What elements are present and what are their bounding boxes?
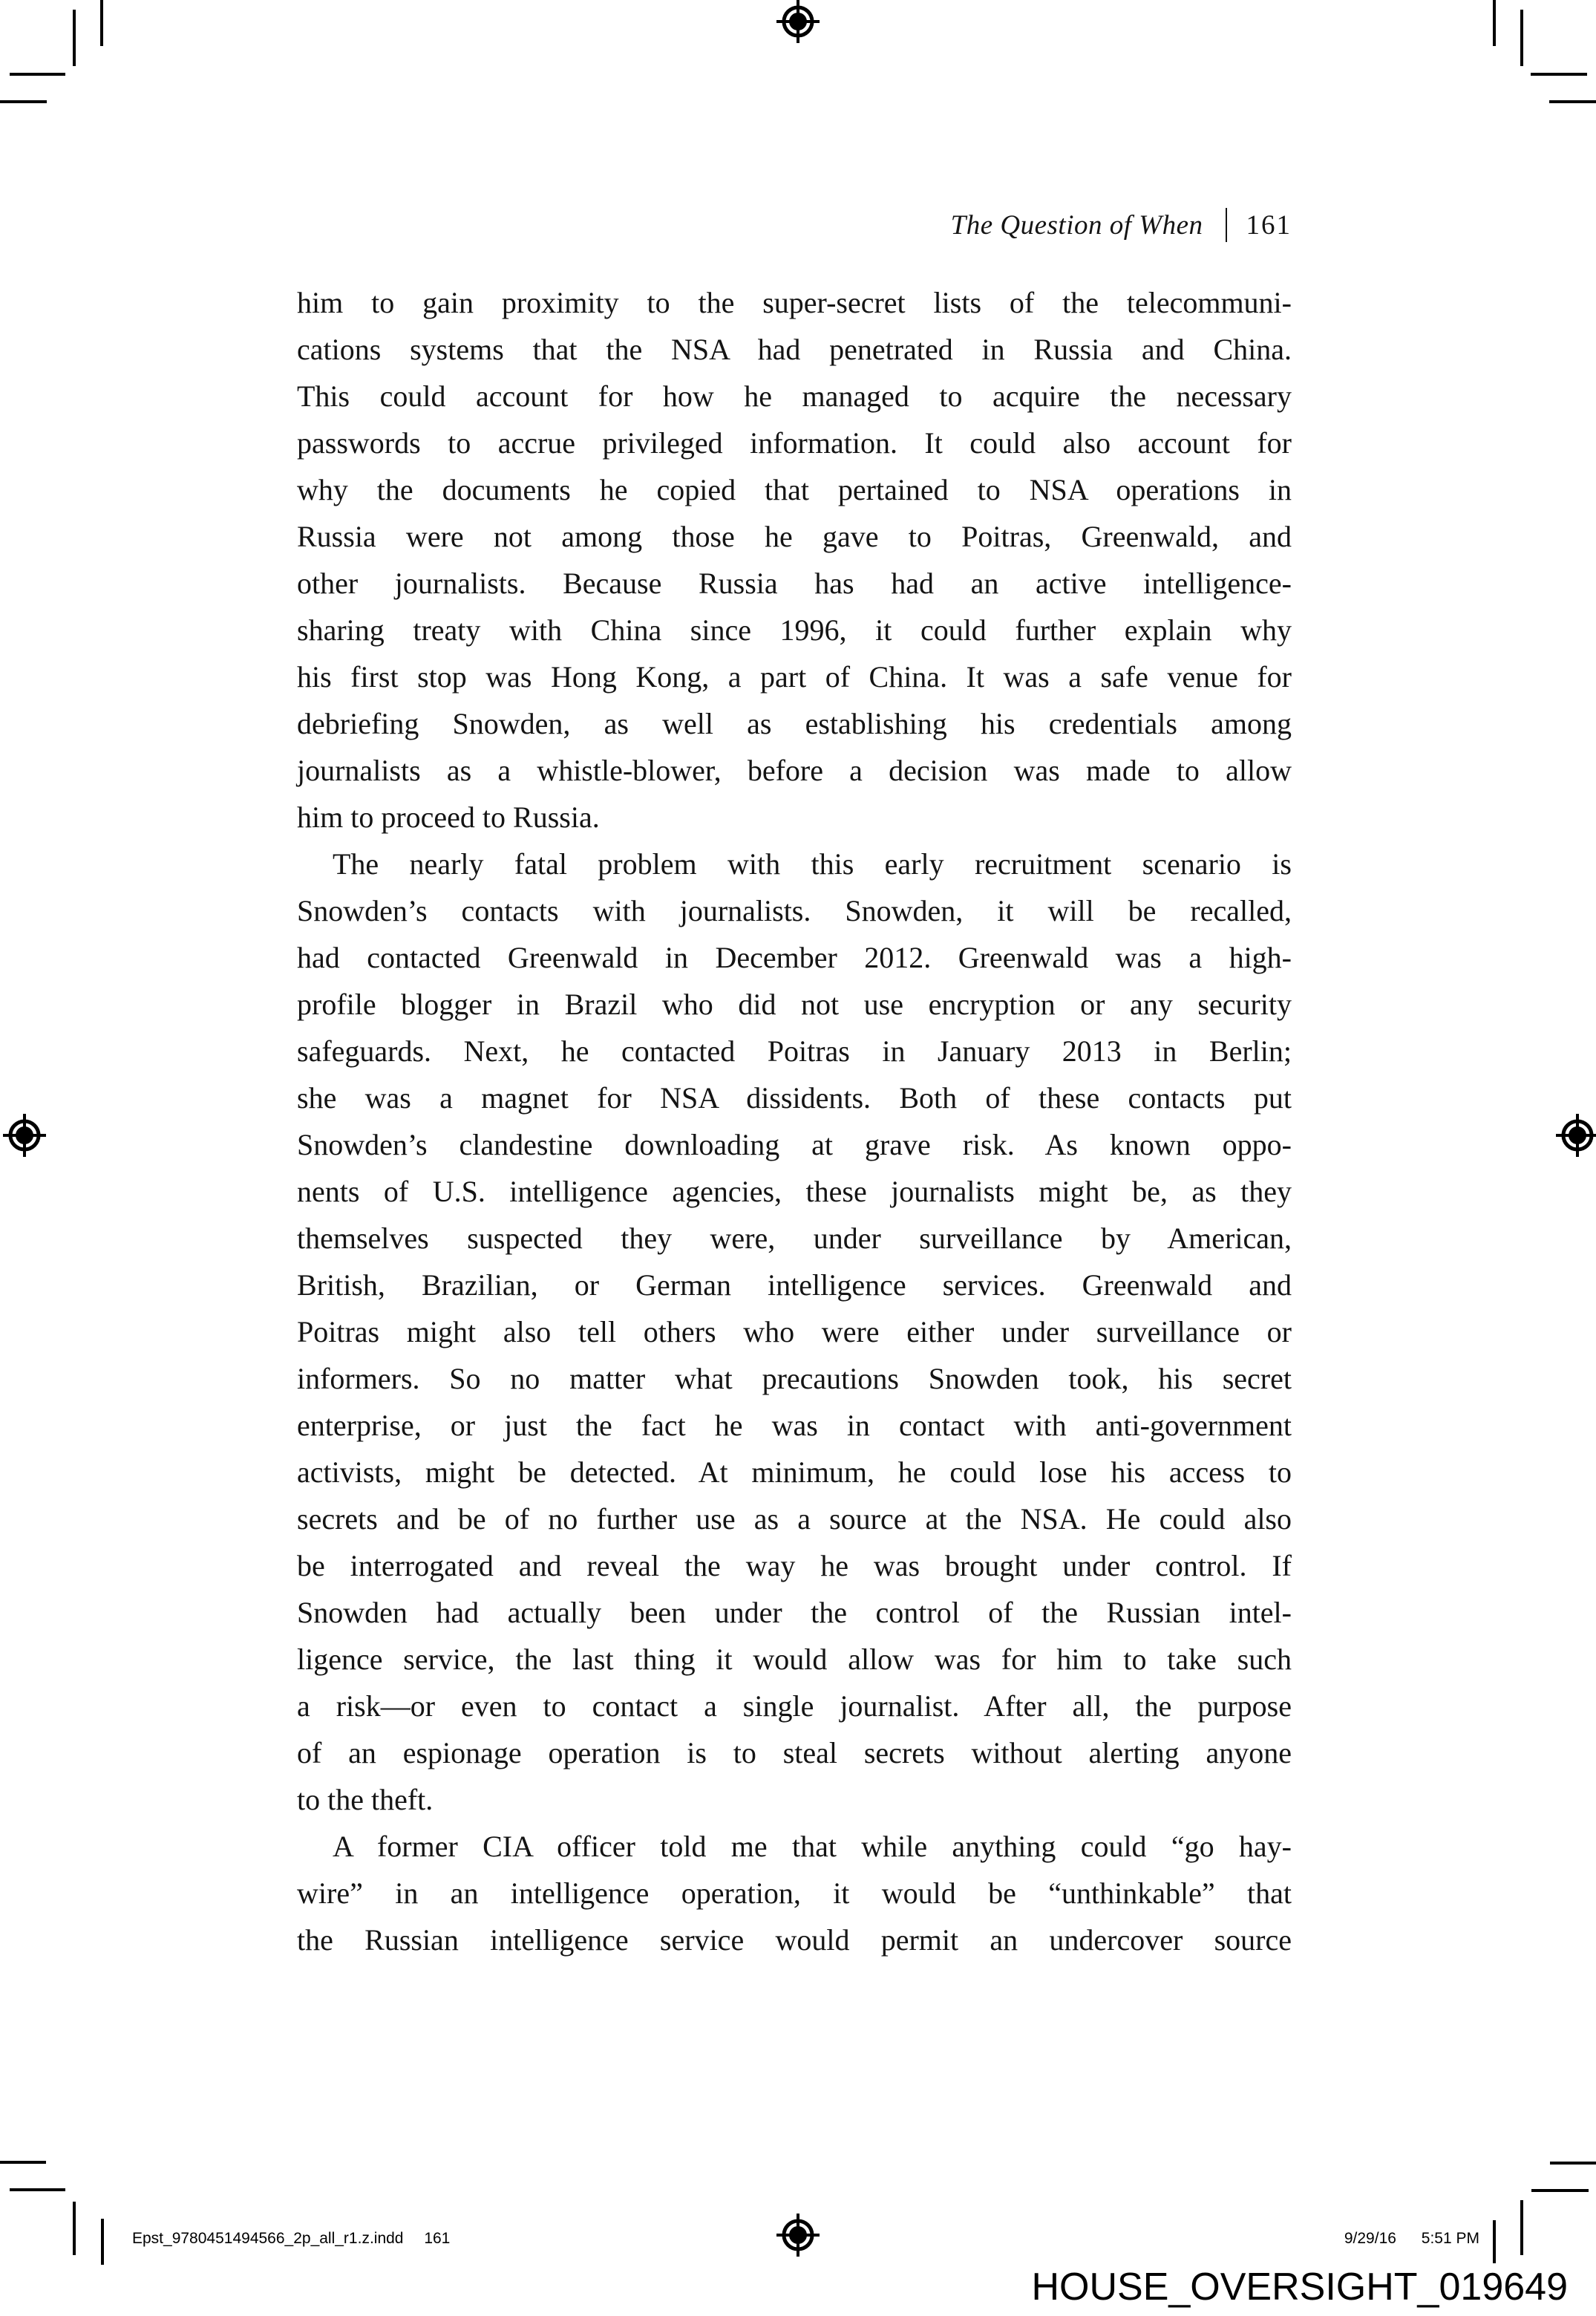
body-line: journalists as a whistle-blower, before a decision was made to allow — [297, 754, 1292, 787]
body-line: informers. So no matter what precautions Snowden took, his secret — [297, 1362, 1292, 1395]
body-line: A former CIA officer told me that while anything could “go hay- — [333, 1830, 1292, 1863]
body-line: other journalists. Because Russia has had an active intelligence- — [297, 567, 1292, 600]
body-line: a risk—or even to contact a single journalist. After all, the purpose — [297, 1689, 1292, 1723]
body-line: be interrogated and reveal the way he was brought under control. If — [297, 1549, 1292, 1582]
crop-mark — [1550, 2162, 1596, 2165]
crop-mark — [0, 100, 47, 103]
body-line: ligence service, the last thing it would allow was for him to take such — [297, 1643, 1292, 1676]
crop-mark — [1493, 0, 1496, 46]
body-line: British, Brazilian, or German intelligence services. Greenwald and — [297, 1268, 1292, 1302]
registration-mark-icon — [1555, 1113, 1596, 1158]
body-line: Snowden’s contacts with journalists. Snowden, it will be recalled, — [297, 894, 1292, 927]
crop-mark — [1520, 10, 1523, 66]
body-line: why the documents he copied that pertained to NSA operations in — [297, 473, 1292, 506]
registration-mark-icon — [2, 1113, 47, 1158]
body-line: cations systems that the NSA had penetrated in Russia and China. — [297, 333, 1292, 366]
chapter-title: The Question of When — [950, 209, 1203, 241]
body-line: secrets and be of no further use as a source at the NSA. He could also — [297, 1502, 1292, 1536]
body-line: Russia were not among those he gave to Poitras, Greenwald, and — [297, 520, 1292, 553]
body-line: she was a magnet for NSA dissidents. Both of these contacts put — [297, 1081, 1292, 1115]
body-line: enterprise, or just the fact he was in contact with anti-government — [297, 1409, 1292, 1442]
body-line: him to proceed to Russia. — [297, 800, 600, 834]
body-line: the Russian intelligence service would permit an undercover source — [297, 1923, 1292, 1957]
body-line: profile blogger in Brazil who did not use encryption or any security — [297, 988, 1292, 1021]
body-line: wire” in an intelligence operation, it would be “unthinkable” that — [297, 1876, 1292, 1910]
body-line: to the theft. — [297, 1783, 434, 1816]
body-line: This could account for how he managed to acquire the necessary — [297, 379, 1292, 413]
body-text — [297, 279, 1292, 1963]
body-line: passwords to accrue privileged information. It could also account for — [297, 426, 1292, 460]
slug-time: 5:51 PM — [1421, 2230, 1479, 2247]
header-divider — [1226, 208, 1227, 242]
crop-mark — [1549, 100, 1596, 103]
body-line: debriefing Snowden, as well as establishing his credentials among — [297, 707, 1292, 740]
bates-stamp: HOUSE_OVERSIGHT_019649 — [1031, 2266, 1568, 2309]
crop-mark — [0, 2161, 46, 2164]
crop-mark — [100, 0, 103, 46]
crop-mark — [73, 10, 76, 66]
body-line: activists, might be detected. At minimum, he could lose his access to — [297, 1455, 1292, 1489]
crop-mark — [101, 2219, 104, 2265]
body-line: of an espionage operation is to steal secrets without alerting anyone — [297, 1736, 1292, 1769]
crop-mark — [10, 2188, 65, 2191]
registration-mark-icon — [776, 2213, 820, 2257]
crop-mark — [10, 73, 65, 76]
body-line: Snowden’s clandestine downloading at grave risk. As known oppo- — [297, 1128, 1292, 1161]
body-line: Snowden had actually been under the control of the Russian intel- — [297, 1596, 1292, 1629]
slug-date: 9/29/16 — [1344, 2230, 1396, 2247]
slug-timestamp — [1344, 2230, 1479, 2248]
crop-mark — [1520, 2200, 1523, 2255]
body-line: The nearly fatal problem with this early recruitment scenario is — [333, 847, 1292, 881]
body-line: had contacted Greenwald in December 2012. Greenwald was a high- — [297, 941, 1292, 974]
crop-mark — [1531, 73, 1587, 76]
running-header — [951, 208, 1292, 242]
body-line: sharing treaty with China since 1996, it could further explain why — [297, 613, 1292, 647]
crop-mark — [1493, 2220, 1496, 2263]
registration-mark-icon — [776, 0, 820, 44]
body-line: safeguards. Next, he contacted Poitras in January 2013 in Berlin; — [297, 1034, 1292, 1068]
slug-filename: Epst_9780451494566_2p_all_r1.z.indd — [132, 2230, 404, 2247]
body-line: him to gain proximity to the super-secret lists of the telecommuni- — [297, 286, 1292, 319]
body-line: nents of U.S. intelligence agencies, these journalists might be, as they — [297, 1175, 1292, 1208]
slug-line — [132, 2230, 450, 2248]
body-line: his first stop was Hong Kong, a part of China. It was a safe venue for — [297, 660, 1292, 694]
body-line: themselves suspected they were, under surveillance by American, — [297, 1221, 1292, 1255]
slug-page-number: 161 — [424, 2230, 451, 2247]
body-line: Poitras might also tell others who were either under surveillance or — [297, 1315, 1292, 1348]
page-number: 161 — [1246, 209, 1292, 241]
crop-mark — [73, 2202, 76, 2255]
crop-mark — [1531, 2189, 1589, 2192]
